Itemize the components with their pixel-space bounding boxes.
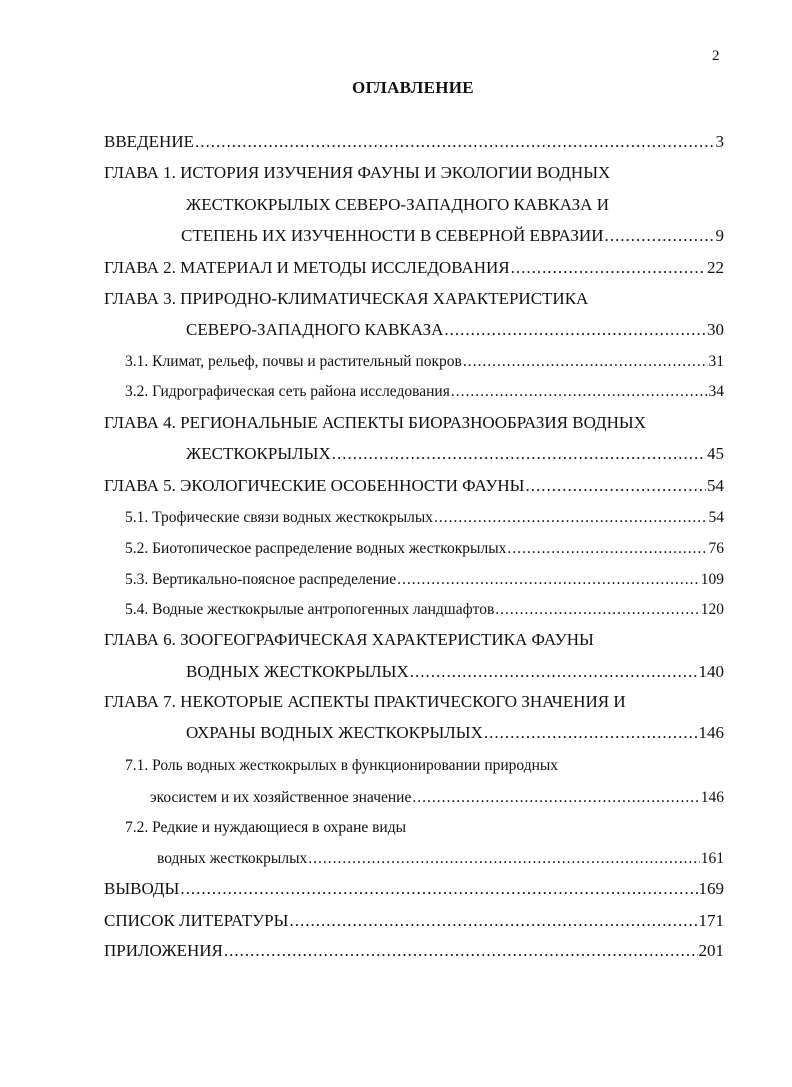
toc-entry-7-2[interactable] [157, 848, 724, 870]
dot-leader [507, 538, 707, 560]
toc-entry-label: СЕВЕРО-ЗАПАДНОГО КАВКАЗА [186, 320, 444, 339]
toc-entry-ch7[interactable] [186, 722, 724, 744]
toc-page-number: 171 [698, 911, 724, 930]
toc-page-number: 31 [708, 353, 724, 370]
toc-entry-label: СПИСОК ЛИТЕРАТУРЫ [104, 911, 289, 930]
toc-page-number: 109 [700, 571, 724, 588]
toc-entry-label: ВВЕДЕНИЕ [104, 132, 194, 151]
toc-entry-5-1[interactable] [125, 507, 724, 529]
dot-leader [495, 599, 699, 621]
toc-page-number: 22 [707, 258, 724, 277]
toc-entry-label: ГЛАВА 2. МАТЕРИАЛ И МЕТОДЫ ИССЛЕДОВАНИЯ [104, 258, 510, 277]
toc-entry-label: 3.1. Климат, рельеф, почвы и растительный покров [125, 353, 462, 370]
toc-entry-5-2[interactable] [125, 538, 724, 560]
dot-leader [180, 878, 697, 900]
toc-entry-label: 5.1. Трофические связи водных жесткокрылых [125, 509, 434, 526]
toc-entry-label: водных жесткокрылых [157, 850, 308, 867]
toc-entry-ch4[interactable] [186, 443, 724, 465]
dot-leader [525, 475, 706, 497]
dot-leader [308, 848, 700, 870]
dot-leader [224, 940, 698, 962]
toc-page-number: 54 [707, 476, 724, 495]
page-title: ОГЛАВЛЕНИЕ [352, 78, 474, 97]
dot-leader [484, 722, 698, 744]
toc-page-number: 45 [707, 444, 724, 463]
toc-entry-7-2-line1[interactable]: 7.2. Редкие и нуждающиеся в охране виды [125, 819, 407, 836]
toc-entry-label: экосистем и их хозяйственное значение [150, 789, 412, 806]
toc-entry-label: ПРИЛОЖЕНИЯ [104, 941, 223, 960]
dot-leader [410, 661, 698, 683]
toc-page-number: 146 [698, 723, 724, 742]
dot-leader [605, 225, 715, 247]
toc-page-number: 3 [715, 132, 724, 151]
toc-page-number: 120 [700, 601, 724, 618]
toc-entry-7-1-line1[interactable]: 7.1. Роль водных жесткокрылых в функционировании природных [125, 757, 559, 774]
toc-entry-ch7-line1[interactable]: ГЛАВА 7. НЕКОТОРЫЕ АСПЕКТЫ ПРАКТИЧЕСКОГО ЗНАЧЕНИЯ И [104, 692, 626, 711]
toc-entry-intro[interactable] [104, 131, 724, 153]
dot-leader [195, 131, 715, 153]
toc-entry-ch4-line1[interactable]: ГЛАВА 4. РЕГИОНАЛЬНЫЕ АСПЕКТЫ БИОРАЗНООБРАЗИЯ ВОДНЫХ [104, 413, 646, 432]
toc-entry-ch2[interactable] [104, 257, 724, 279]
dot-leader [451, 381, 708, 403]
dot-leader [397, 569, 700, 591]
dot-leader [463, 351, 708, 373]
dot-leader [412, 787, 699, 809]
toc-entry-ch3[interactable] [186, 319, 724, 341]
toc-page-number: 201 [698, 941, 724, 960]
toc-entry-ch5[interactable] [104, 475, 724, 497]
toc-page-number: 161 [700, 850, 724, 867]
dot-leader [332, 443, 706, 465]
toc-entry-appendices[interactable] [104, 940, 724, 962]
toc-entry-7-1[interactable] [150, 787, 724, 809]
toc-entry-5-4[interactable] [125, 599, 724, 621]
toc-entry-conclusions[interactable] [104, 878, 724, 900]
toc-entry-label: ВЫВОДЫ [104, 879, 180, 898]
toc-entry-ch3-line1[interactable]: ГЛАВА 3. ПРИРОДНО-КЛИМАТИЧЕСКАЯ ХАРАКТЕРИСТИКА [104, 289, 589, 308]
toc-page-number: 140 [698, 662, 724, 681]
toc-entry-ch6[interactable] [186, 661, 724, 683]
toc-entry-label: СТЕПЕНЬ ИХ ИЗУЧЕННОСТИ В СЕВЕРНОЙ ЕВРАЗИИ [181, 226, 604, 245]
toc-page-number: 76 [708, 540, 724, 557]
toc-entry-5-3[interactable] [125, 569, 724, 591]
toc-entry-3-1[interactable] [125, 351, 724, 373]
toc-entry-ch1[interactable] [181, 225, 724, 247]
toc-entry-references[interactable] [104, 910, 724, 932]
toc-page-number: 30 [707, 320, 724, 339]
page-number: 2 [712, 48, 720, 64]
toc-page-number: 169 [698, 879, 724, 898]
toc-entry-label: ЖЕСТКОКРЫЛЫХ [186, 444, 331, 463]
toc-entry-label: 5.4. Водные жесткокрылые антропогенных ландшафтов [125, 601, 495, 618]
toc-page-number: 9 [715, 226, 724, 245]
toc-entry-label: ВОДНЫХ ЖЕСТКОКРЫЛЫХ [186, 662, 409, 681]
toc-entry-label: 5.3. Вертикально-поясное распределение [125, 571, 397, 588]
toc-entry-ch1-line2[interactable]: ЖЕСТКОКРЫЛЫХ СЕВЕРО-ЗАПАДНОГО КАВКАЗА И [186, 195, 609, 214]
toc-entry-ch1-line1[interactable]: ГЛАВА 1. ИСТОРИЯ ИЗУЧЕНИЯ ФАУНЫ И ЭКОЛОГИИ ВОДНЫХ [104, 163, 611, 182]
toc-page-number: 34 [708, 383, 724, 400]
dot-leader [444, 319, 706, 341]
dot-leader [511, 257, 706, 279]
toc-entry-ch6-line1[interactable]: ГЛАВА 6. ЗООГЕОГРАФИЧЕСКАЯ ХАРАКТЕРИСТИКА ФАУНЫ [104, 630, 594, 649]
toc-page-number: 146 [700, 789, 724, 806]
toc-entry-label: 3.2. Гидрографическая сеть района исследования [125, 383, 450, 400]
toc-entry-label: ГЛАВА 5. ЭКОЛОГИЧЕСКИЕ ОСОБЕННОСТИ ФАУНЫ [104, 476, 525, 495]
toc-entry-3-2[interactable] [125, 381, 724, 403]
toc-page-number: 54 [708, 509, 724, 526]
toc-entry-label: ОХРАНЫ ВОДНЫХ ЖЕСТКОКРЫЛЫХ [186, 723, 483, 742]
toc-entry-label: 5.2. Биотопическое распределение водных жесткокрылых [125, 540, 507, 557]
dot-leader [289, 910, 697, 932]
dot-leader [434, 507, 707, 529]
